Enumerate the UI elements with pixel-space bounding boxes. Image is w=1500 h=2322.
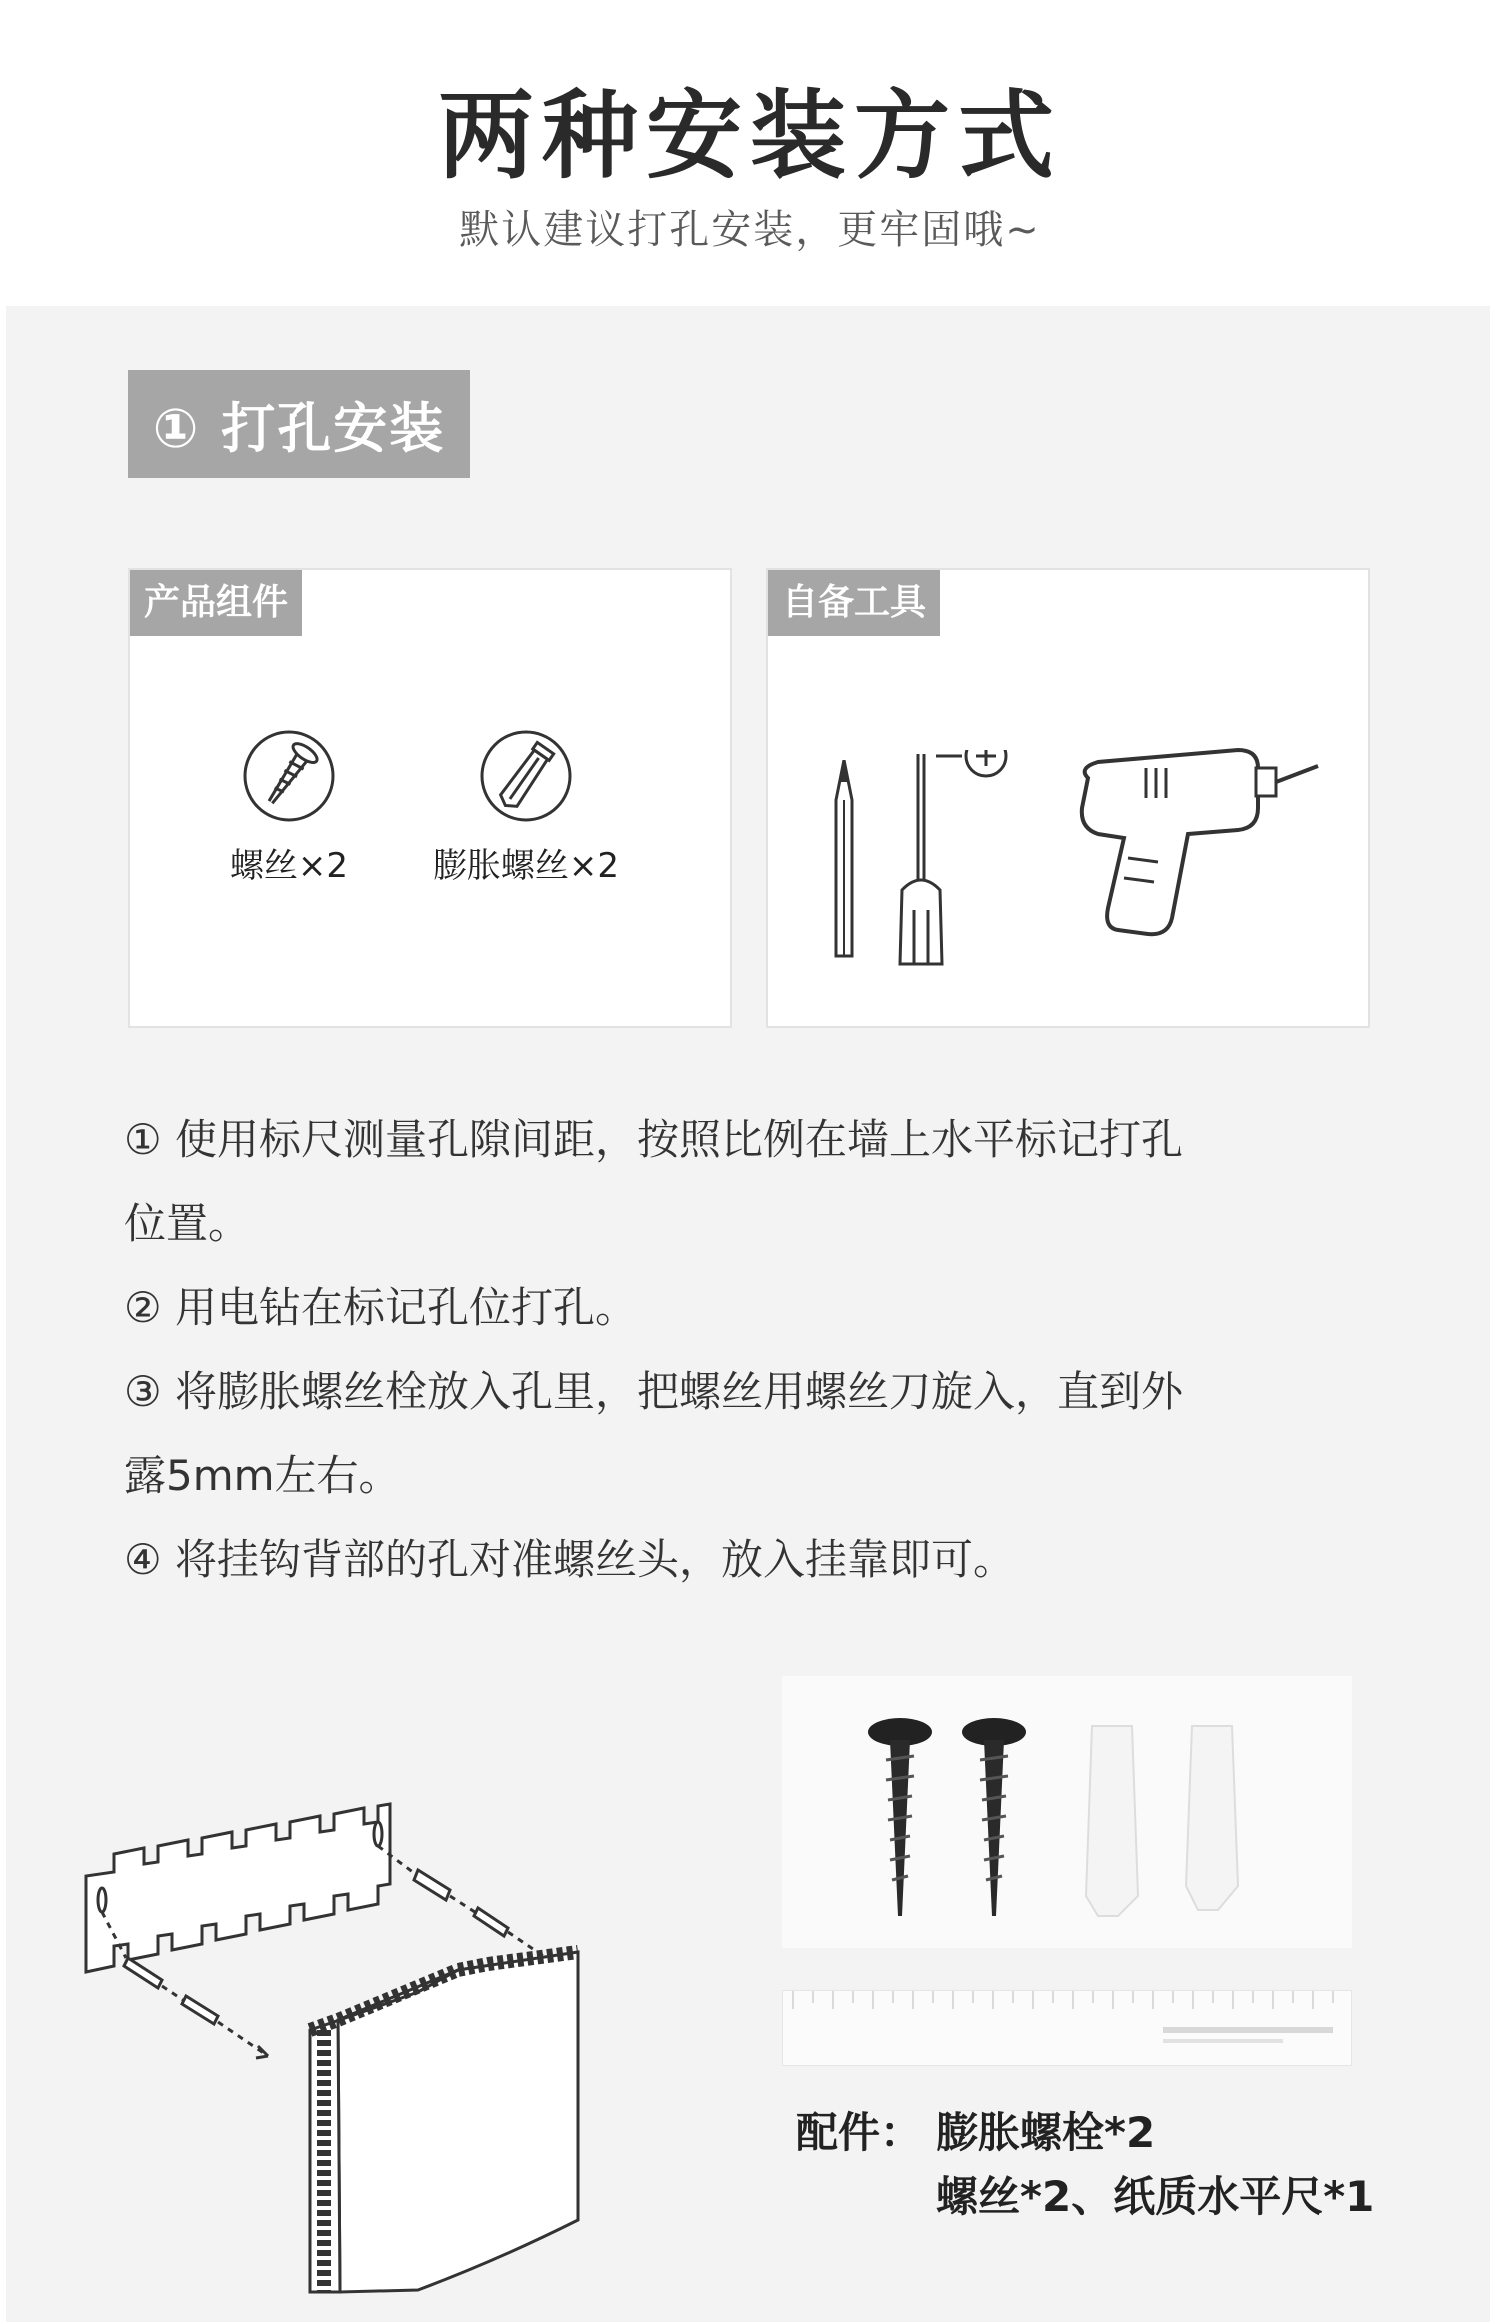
screwdriver-icon: [896, 750, 1036, 970]
step-3-line-1: ③ 将膨胀螺丝栓放入孔里，把螺丝用螺丝刀旋入，直到外: [124, 1367, 1184, 1416]
pencil-icon: [824, 760, 864, 960]
step-2: ② 用电钻在标记孔位打孔。: [124, 1283, 638, 1332]
anchor-screw-part: [426, 728, 626, 887]
electric-drill-icon: [1068, 738, 1328, 958]
accessories-line-1: 膨胀螺栓*2: [936, 2108, 1156, 2157]
anchor-screw-icon: [478, 728, 574, 824]
parts-photo: [782, 1676, 1352, 1948]
screws-and-anchors-image: [782, 1676, 1352, 1948]
components-card-tag: 产品组件: [130, 570, 302, 636]
accessories-label: 配件：: [796, 2108, 923, 2157]
anchor-screw-label: 膨胀螺丝×2: [432, 846, 620, 886]
tools-card-tag: 自备工具: [768, 570, 940, 636]
page-subtitle: 默认建议打孔安装，更牢固哦~: [459, 207, 1041, 253]
screw-part: [224, 728, 354, 887]
screw-icon: [241, 728, 337, 824]
page-title: 两种安装方式: [438, 80, 1062, 192]
screw-label: 螺丝×2: [229, 846, 349, 886]
step-4: ④ 将挂钩背部的孔对准螺丝头，放入挂靠即可。: [124, 1535, 1016, 1584]
tools-card: [766, 568, 1370, 1028]
step-1-line-1: ① 使用标尺测量孔隙间距，按照比例在墙上水平标记打孔: [124, 1115, 1184, 1164]
components-card: [128, 568, 732, 1028]
ruler-ticks: [783, 1991, 1351, 2065]
install-steps: [124, 1098, 1374, 1602]
section-tag-drill-install: ① 打孔安装: [128, 370, 470, 478]
mounting-diagram: [78, 1700, 678, 2300]
paper-level-ruler: [782, 1990, 1352, 2066]
step-3-line-2: 露5mm左右。: [124, 1451, 401, 1500]
step-1-line-2: 位置。: [124, 1199, 251, 1248]
accessories-line-2: 螺丝*2、纸质水平尺*1: [936, 2172, 1375, 2221]
